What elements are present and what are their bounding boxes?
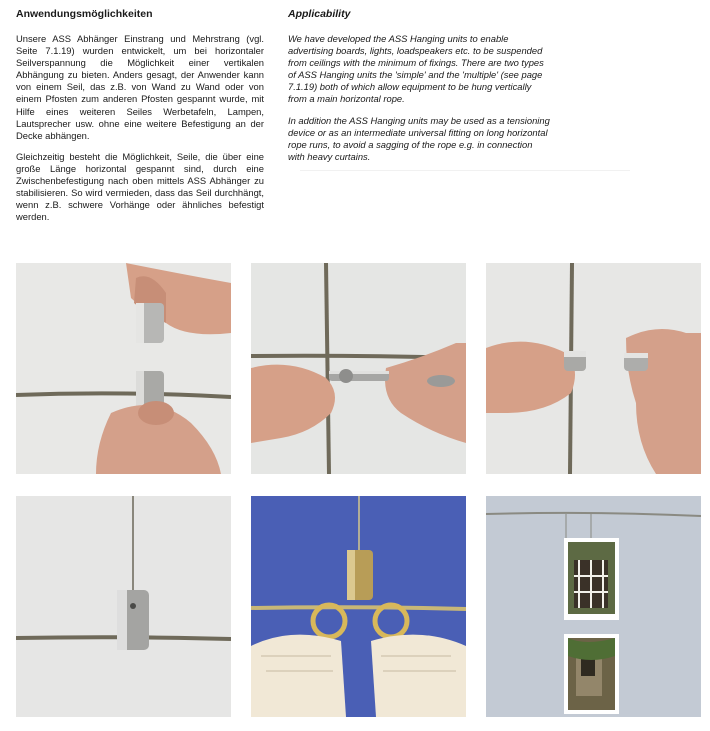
photo-hanging-unit [16,496,231,717]
photo-tensioning-rope-image [251,263,466,474]
german-paragraph-1: Unsere ASS Abhänger Einstrang und Mehrstrang (vgl. Seite 7.1.19) wurden entwickelt, um bei horizontaler Seilverspannung die Möglichkeit einer vertikalen Abhängung zu bieten. Anders gesagt, der Anwender kann von einem Seil, das z.B. von Wand zu Wand oder von einem Pfosten zum anderen Pfosten gespannt wurde, mit Hilfe eines weiteren Seiles Werbetafeln, Lampen, Lautsprecher usw. ohne eine weitere Befestigung an der Decke abhängen. [16,33,264,141]
english-column [288,8,550,172]
german-paragraph-2: Gleichzeitig besteht die Möglichkeit, Seile, die über eine große Länge horizontal gespannt sind, durch eine Zwischenbefestigung nach oben mittels ASS Abhänger zu stabilisieren. So wird vermieden, dass das Seil durchhängt, wenn z.B. schwere Vorhänge oder ähnliches befestigt werden. [16,150,264,223]
photo-curtain-rings-image [251,496,466,717]
photo-suspended-pictures-image [486,496,701,717]
photo-curtain-rings [251,496,466,717]
photo-hanging-unit-image [16,496,231,717]
show-through-table-ghost [300,170,630,226]
english-paragraph-2: In addition the ASS Hanging units may be used as a tensioning device or as an intermediate universal fitting on long horizontal rope runs, to avoid a sagging of the rope e.g. in connection with heavy curtains. [288,114,550,162]
photo-separating-fitting-image [486,263,701,474]
photo-joining-fitting [16,263,231,474]
german-heading: Anwendungsmöglichkeiten [16,8,153,20]
photo-separating-fitting [486,263,701,474]
photo-joining-fitting-image [16,263,231,474]
english-paragraph-1: We have developed the ASS Hanging units to enable advertising boards, lights, loadspeakers etc. to be suspended from ceilings with the minimum of fixings. There are two types of ASS Hanging units the 'simple' and the 'multiple' (see page 7.1.19) both of which allow equipment to be hung vertically from a main horizontal rope. [288,33,544,105]
photo-suspended-pictures [486,496,701,717]
photo-tensioning-rope [251,263,466,474]
english-heading: Applicability [288,8,351,20]
german-column [16,8,264,232]
